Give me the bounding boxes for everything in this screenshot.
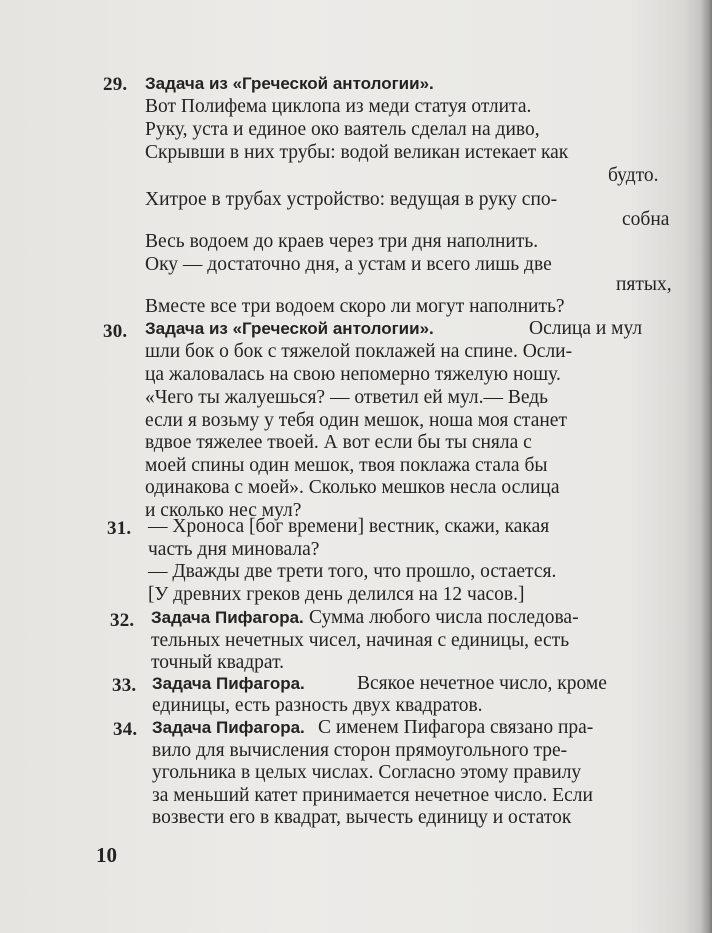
book-spine-shadow (700, 0, 712, 933)
problem-number: 34. (113, 719, 138, 740)
problem-text: за меньший катет принимается нечетное число. Если (152, 785, 593, 806)
dialogue-line: — Дважды две трети того, что прошло, остается. (148, 561, 557, 582)
problem-text: «Чего ты жалуешься? — ответил ей мул.— Ведь (145, 387, 549, 408)
problem-number: 31. (107, 518, 132, 539)
problem-text: моей спины один мешок, твоя поклажа стала бы (145, 455, 548, 476)
problem-text: одинакова с моей». Сколько мешков несла ослица (145, 477, 560, 498)
problem-text: Всякое нечетное число, кроме (357, 673, 607, 694)
problem-number: 30. (103, 321, 128, 342)
problem-text: вдвое тяжелее твоей. А вот если бы ты сняла с (145, 432, 532, 453)
problem-text: возвести его в квадрат, вычесть единицу и остаток (152, 807, 572, 828)
poem-line-wrap: пятых, (616, 274, 672, 295)
poem-line-wrap: будто. (608, 165, 659, 186)
problem-text: Ослица и мул (529, 318, 643, 339)
problem-text: угольника в целых числах. Согласно этому правилу (152, 762, 582, 783)
note-line: [У древних греков день делился на 12 часов.] (148, 584, 525, 605)
poem-line: Хитрое в трубах устройство: ведущая в руку спо- (145, 189, 558, 210)
problem-text: и сколько нес мул? (145, 500, 302, 521)
problem-title: Задача из «Греческой антологии». (145, 319, 434, 338)
problem-text: точный квадрат. (151, 652, 284, 673)
problem-text: ца жаловалась на свою непомерно тяжелую ношу. (145, 364, 561, 385)
poem-line: Вот Полифема циклопа из меди статуя отлита. (145, 96, 532, 117)
problem-text: вило для вычисления сторон прямоугольного тре- (152, 740, 568, 761)
problem-title: Задача Пифагора. (152, 718, 305, 737)
problem-number: 29. (103, 74, 128, 95)
problem-text: если я возьму у тебя один мешок, ноша моя станет (145, 410, 567, 431)
poem-line: Оку — достаточно дня, а устам и всего лишь две (145, 254, 552, 275)
problem-title: Задача Пифагора. (151, 608, 304, 627)
problem-text: единицы, есть разность двух квадратов. (152, 695, 483, 716)
page-number: 10 (96, 843, 117, 867)
problem-text: шли бок о бок с тяжелой поклажей на спине. Осли- (145, 341, 573, 362)
problem-title: Задача Пифагора. (152, 674, 305, 693)
poem-line: Вместе все три водоем скоро ли могут наполнить? (145, 296, 565, 317)
problem-text: тельных нечетных чисел, начиная с единицы, есть (151, 630, 570, 651)
problem-number: 33. (112, 675, 137, 696)
problem-text: Сумма любого числа последова- (309, 607, 579, 628)
problem-text: С именем Пифагора связано пра- (318, 717, 594, 738)
poem-line: Скрывши в них трубы: водой великан истекает как (145, 142, 569, 163)
dialogue-line: — Хроноса [бог времени] вестник, скажи, какая (148, 516, 550, 537)
poem-line: Весь водоем до краев через три дня наполнить. (145, 231, 539, 252)
poem-line-wrap: собна (622, 209, 670, 230)
poem-line: Руку, уста и единое око ваятель сделал на диво, (145, 119, 540, 140)
problem-title: Задача из «Греческой антологии». (145, 74, 434, 93)
problem-number: 32. (110, 610, 135, 631)
dialogue-line: часть дня миновала? (148, 539, 320, 560)
